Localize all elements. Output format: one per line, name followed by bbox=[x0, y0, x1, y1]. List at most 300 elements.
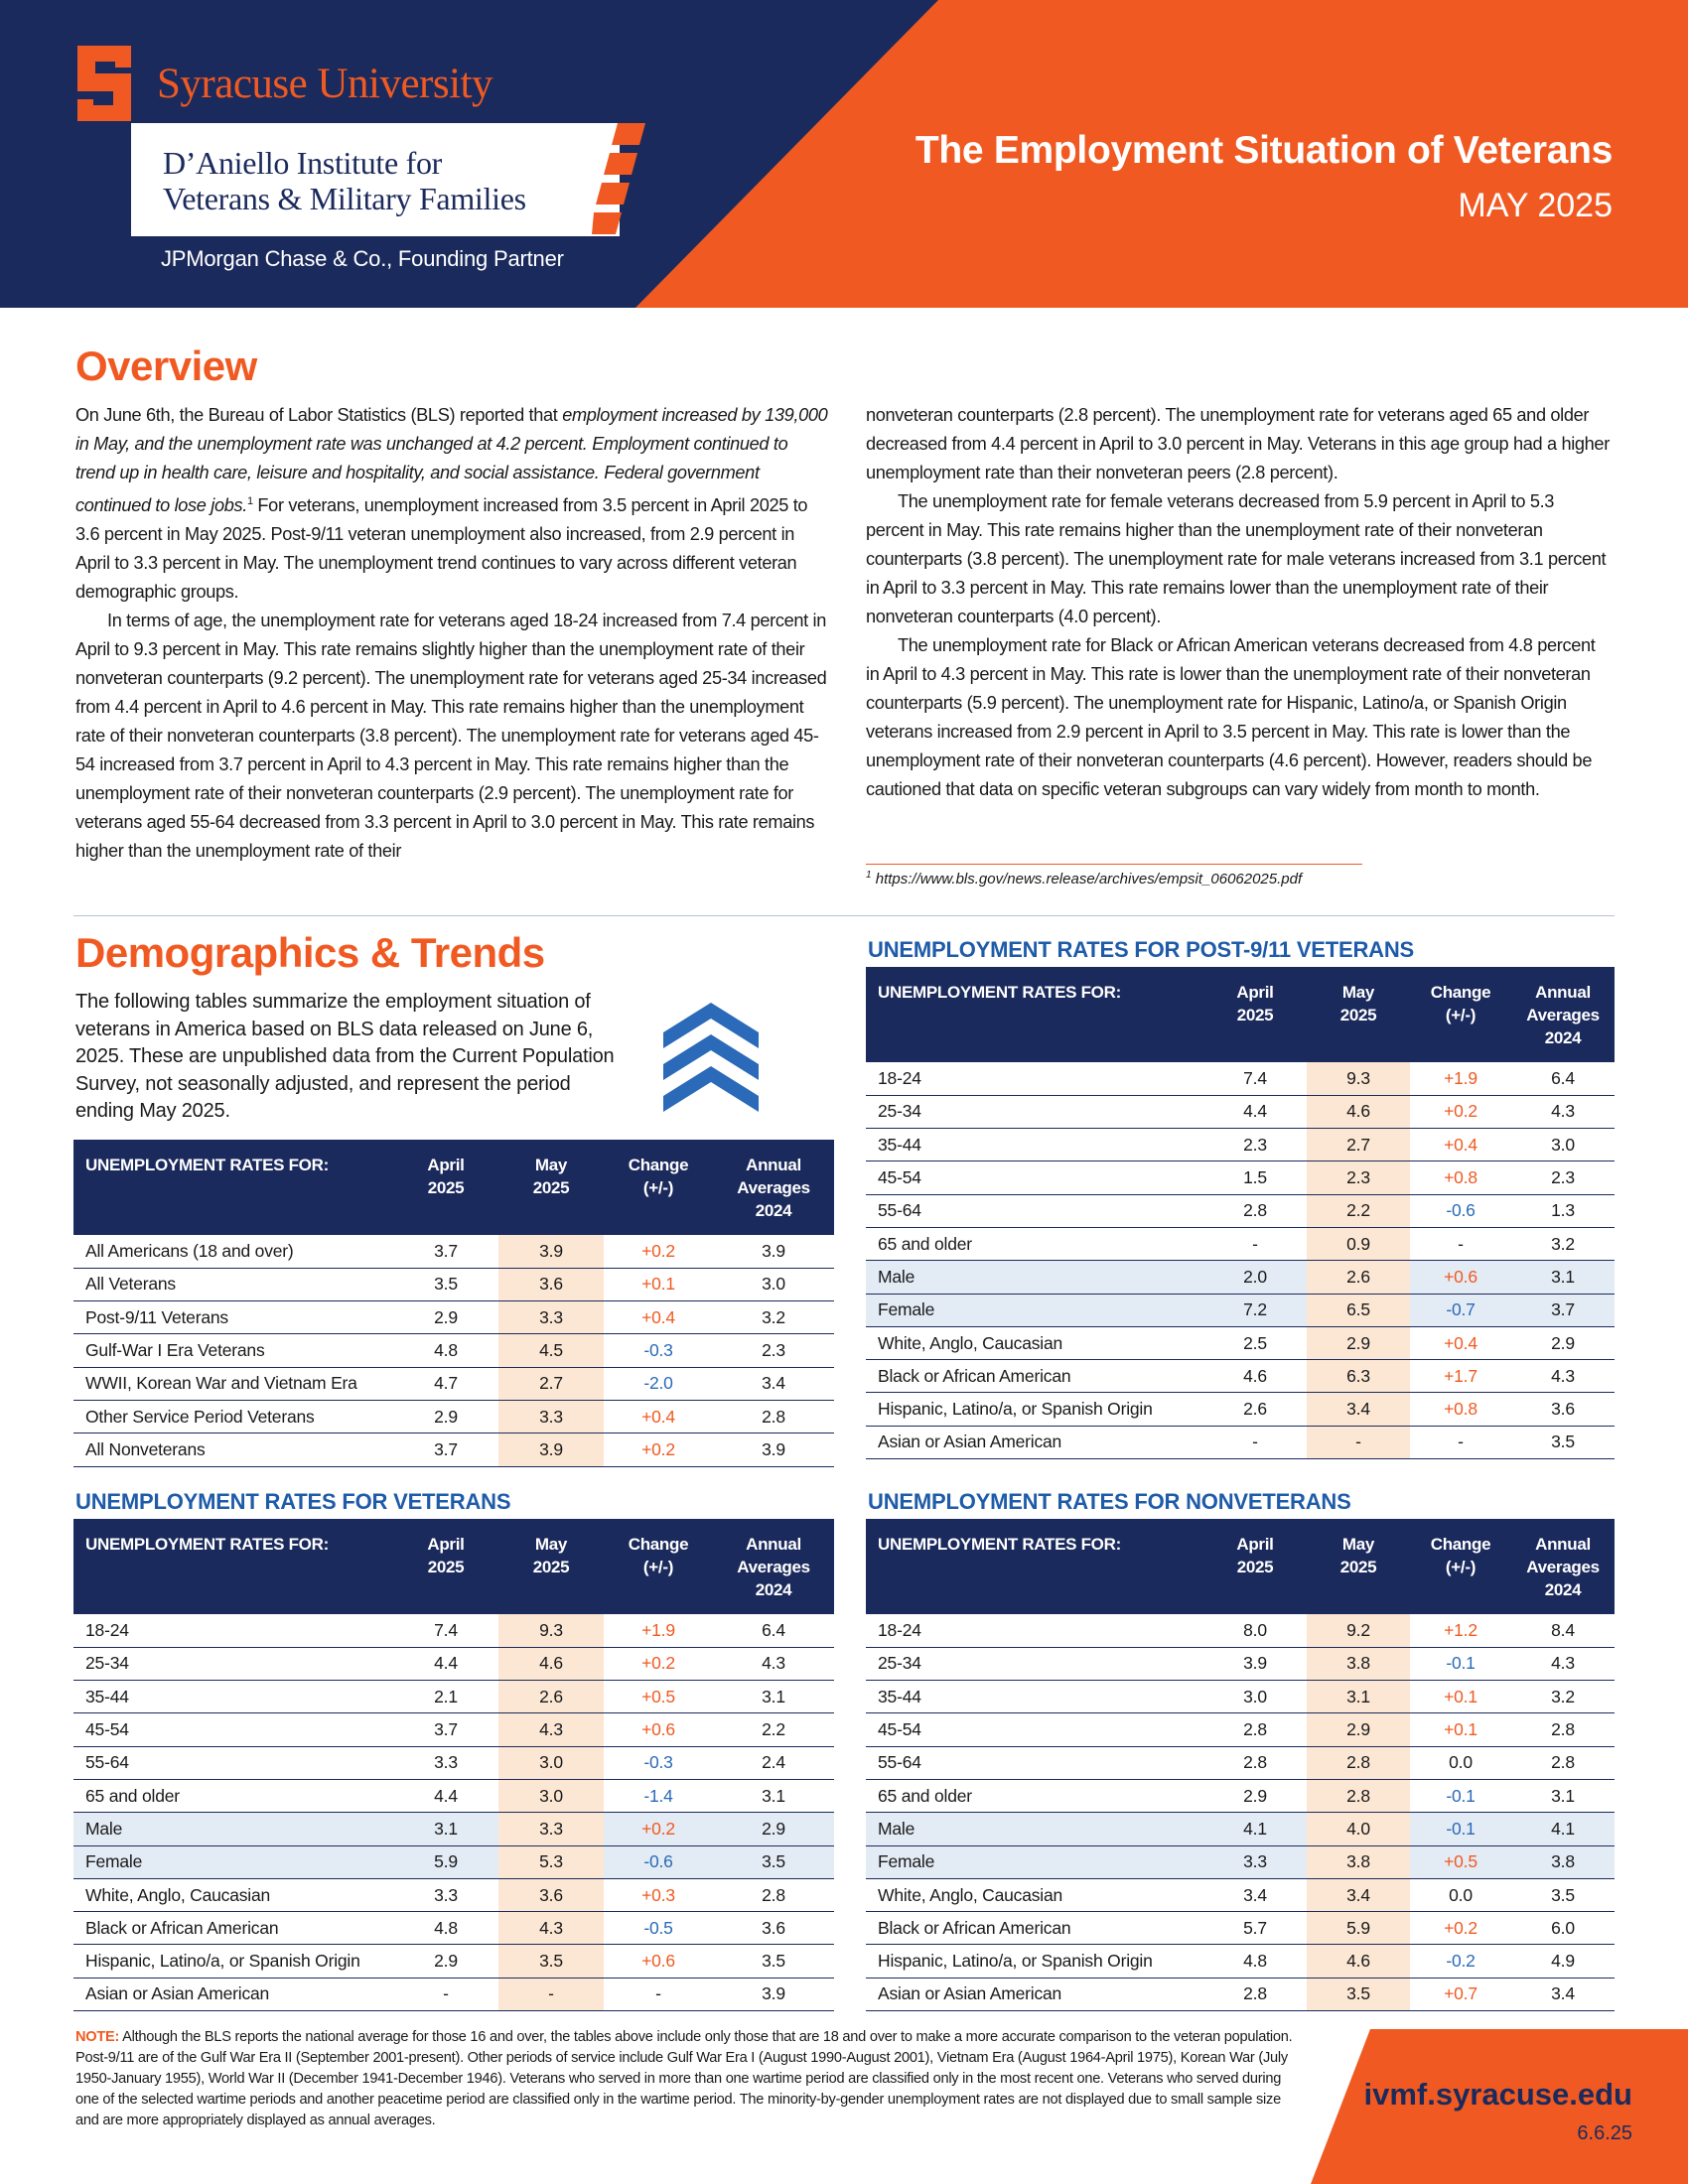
table-row bbox=[866, 1261, 1615, 1294]
cell-change: +0.8 bbox=[1410, 1161, 1511, 1194]
cell-annual: 3.1 bbox=[713, 1779, 834, 1812]
cell-may: 0.9 bbox=[1307, 1227, 1410, 1260]
cell-april: 4.8 bbox=[1203, 1945, 1307, 1978]
header-april: April 2025 bbox=[1203, 967, 1307, 1062]
cell-may: 2.7 bbox=[498, 1367, 604, 1400]
cell-may: 3.4 bbox=[1307, 1878, 1410, 1911]
cell-may: 6.5 bbox=[1307, 1294, 1410, 1326]
table-row bbox=[73, 1433, 834, 1466]
footnote-rule bbox=[866, 864, 1362, 865]
cell-annual: 3.6 bbox=[1511, 1393, 1615, 1426]
table-row bbox=[73, 1878, 834, 1911]
overview-paragraph-2-cont: nonveteran counterparts (2.8 percent). The unemployment rate for veterans aged 65 and older decreased from 4.4 percent in April to 3.0 percent in May. Veterans in this age group had a higher unemployment rate than their nonveteran peers (2.8 percent). bbox=[866, 405, 1610, 482]
cell-april: 3.9 bbox=[1203, 1647, 1307, 1680]
header-may: May 2025 bbox=[1307, 967, 1410, 1062]
cell-april: 2.8 bbox=[1203, 1194, 1307, 1227]
row-label: 55-64 bbox=[866, 1746, 1203, 1779]
header-change: Change (+/-) bbox=[1410, 1519, 1511, 1614]
row-label: 25-34 bbox=[866, 1647, 1203, 1680]
syracuse-s-logo-icon bbox=[71, 44, 137, 123]
cell-annual: 3.1 bbox=[1511, 1779, 1615, 1812]
cell-april: 3.7 bbox=[393, 1713, 498, 1746]
table-row bbox=[73, 1813, 834, 1845]
overview-title: Overview bbox=[75, 342, 257, 389]
table-row bbox=[866, 1845, 1615, 1878]
cell-april: 3.3 bbox=[393, 1746, 498, 1779]
cell-may: 3.3 bbox=[498, 1400, 604, 1433]
cell-annual: 3.6 bbox=[713, 1912, 834, 1945]
table-post911-veterans bbox=[866, 967, 1615, 1459]
cell-change: - bbox=[604, 1978, 713, 2010]
cell-annual: 1.3 bbox=[1511, 1194, 1615, 1227]
header-april: April 2025 bbox=[393, 1140, 498, 1235]
row-label: 35-44 bbox=[73, 1681, 393, 1713]
table-row bbox=[866, 1294, 1615, 1326]
table-row bbox=[866, 1393, 1615, 1426]
cell-april: 4.4 bbox=[1203, 1095, 1307, 1128]
row-label: 45-54 bbox=[73, 1713, 393, 1746]
cell-may: 3.4 bbox=[1307, 1393, 1410, 1426]
cell-may: 2.2 bbox=[1307, 1194, 1410, 1227]
footer-date: 6.6.25 bbox=[1577, 2122, 1632, 2144]
cell-may: 2.6 bbox=[1307, 1261, 1410, 1294]
row-label: Asian or Asian American bbox=[73, 1978, 393, 2010]
cell-april: 2.8 bbox=[1203, 1713, 1307, 1746]
nonveterans-table-title: UNEMPLOYMENT RATES FOR NONVETERANS bbox=[868, 1489, 1351, 1514]
cell-change: -0.2 bbox=[1410, 1945, 1511, 1978]
cell-may: 6.3 bbox=[1307, 1360, 1410, 1393]
cell-may: 3.0 bbox=[498, 1746, 604, 1779]
chevron-up-icon bbox=[663, 997, 759, 1116]
row-label: 18-24 bbox=[866, 1062, 1203, 1095]
cell-change: -0.1 bbox=[1410, 1647, 1511, 1680]
cell-annual: 6.4 bbox=[713, 1614, 834, 1647]
cell-change: +0.5 bbox=[1410, 1845, 1511, 1878]
row-label: 65 and older bbox=[866, 1779, 1203, 1812]
table-row bbox=[73, 1400, 834, 1433]
table-row bbox=[73, 1681, 834, 1713]
institute-line-1: D’Aniello Institute for bbox=[163, 145, 443, 181]
cell-april: 2.8 bbox=[1203, 1978, 1307, 2010]
cell-change: +0.2 bbox=[604, 1647, 713, 1680]
row-label: Black or African American bbox=[73, 1912, 393, 1945]
row-label: 45-54 bbox=[866, 1713, 1203, 1746]
cell-april: 3.7 bbox=[393, 1433, 498, 1466]
table-row bbox=[866, 1129, 1615, 1161]
cell-annual: 3.4 bbox=[1511, 1978, 1615, 2010]
cell-change: -0.5 bbox=[604, 1912, 713, 1945]
row-label: 55-64 bbox=[73, 1746, 393, 1779]
cell-annual: 2.9 bbox=[1511, 1326, 1615, 1359]
cell-april: 7.4 bbox=[393, 1614, 498, 1647]
cell-change: -0.1 bbox=[1410, 1779, 1511, 1812]
overview-column-right bbox=[866, 401, 1613, 804]
cell-change: 0.0 bbox=[1410, 1746, 1511, 1779]
cell-april: 2.1 bbox=[393, 1681, 498, 1713]
cell-april: 5.9 bbox=[393, 1845, 498, 1878]
cell-may: 4.5 bbox=[498, 1334, 604, 1367]
table-overall-unemployment bbox=[73, 1140, 834, 1467]
table-row bbox=[73, 1301, 834, 1334]
cell-annual: 2.4 bbox=[713, 1746, 834, 1779]
cell-may: 4.3 bbox=[498, 1713, 604, 1746]
row-label: Other Service Period Veterans bbox=[73, 1400, 393, 1433]
cell-april: 8.0 bbox=[1203, 1614, 1307, 1647]
header-change: Change (+/-) bbox=[604, 1140, 713, 1235]
cell-annual: 6.0 bbox=[1511, 1912, 1615, 1945]
cell-annual: 4.3 bbox=[713, 1647, 834, 1680]
cell-may: 2.9 bbox=[1307, 1326, 1410, 1359]
overview-column-left bbox=[75, 401, 828, 866]
cell-change: +0.7 bbox=[1410, 1978, 1511, 2010]
cell-april: - bbox=[1203, 1426, 1307, 1458]
section-divider bbox=[73, 915, 1615, 916]
cell-annual: 2.2 bbox=[713, 1713, 834, 1746]
cell-april: 2.6 bbox=[1203, 1393, 1307, 1426]
cell-may: 3.3 bbox=[498, 1813, 604, 1845]
cell-may: 4.6 bbox=[1307, 1095, 1410, 1128]
cell-may: 3.1 bbox=[1307, 1681, 1410, 1713]
cell-change: +0.2 bbox=[1410, 1095, 1511, 1128]
cell-annual: 3.5 bbox=[713, 1945, 834, 1978]
cell-may: 9.2 bbox=[1307, 1614, 1410, 1647]
cell-change: +0.4 bbox=[604, 1400, 713, 1433]
cell-annual: 2.8 bbox=[1511, 1713, 1615, 1746]
row-label: WWII, Korean War and Vietnam Era bbox=[73, 1367, 393, 1400]
table-header-row bbox=[73, 1519, 834, 1614]
table-row bbox=[866, 1095, 1615, 1128]
row-label: Black or African American bbox=[866, 1360, 1203, 1393]
row-label: Hispanic, Latino/a, or Spanish Origin bbox=[866, 1393, 1203, 1426]
cell-april: 2.9 bbox=[1203, 1779, 1307, 1812]
table-row bbox=[866, 1062, 1615, 1095]
cell-april: 3.3 bbox=[393, 1878, 498, 1911]
cell-annual: 3.5 bbox=[1511, 1878, 1615, 1911]
cell-change: +0.2 bbox=[604, 1235, 713, 1268]
row-label: Male bbox=[866, 1813, 1203, 1845]
header-change: Change (+/-) bbox=[1410, 967, 1511, 1062]
table-row bbox=[73, 1268, 834, 1300]
table-row bbox=[73, 1235, 834, 1268]
cell-annual: 3.8 bbox=[1511, 1845, 1615, 1878]
cell-change: +1.9 bbox=[604, 1614, 713, 1647]
cell-may: 3.6 bbox=[498, 1878, 604, 1911]
header-label: UNEMPLOYMENT RATES FOR: bbox=[73, 1519, 393, 1614]
table-nonveterans bbox=[866, 1519, 1615, 2011]
row-label: All Nonveterans bbox=[73, 1433, 393, 1466]
cell-may: 4.6 bbox=[498, 1647, 604, 1680]
row-label: Post-9/11 Veterans bbox=[73, 1301, 393, 1334]
cell-april: 3.7 bbox=[393, 1235, 498, 1268]
cell-may: 3.5 bbox=[1307, 1978, 1410, 2010]
row-label: Asian or Asian American bbox=[866, 1978, 1203, 2010]
cell-annual: 8.4 bbox=[1511, 1614, 1615, 1647]
row-label: Asian or Asian American bbox=[866, 1426, 1203, 1458]
cell-change: +0.6 bbox=[1410, 1261, 1511, 1294]
cell-april: 2.8 bbox=[1203, 1746, 1307, 1779]
cell-april: 2.5 bbox=[1203, 1326, 1307, 1359]
table-row bbox=[73, 1912, 834, 1945]
cell-change: - bbox=[1410, 1227, 1511, 1260]
cell-annual: 3.9 bbox=[713, 1978, 834, 2010]
table-row bbox=[73, 1614, 834, 1647]
row-label: White, Anglo, Caucasian bbox=[866, 1878, 1203, 1911]
cell-april: 4.1 bbox=[1203, 1813, 1307, 1845]
cell-annual: 3.2 bbox=[1511, 1227, 1615, 1260]
table-row bbox=[73, 1746, 834, 1779]
cell-annual: 6.4 bbox=[1511, 1062, 1615, 1095]
cell-april: 3.4 bbox=[1203, 1878, 1307, 1911]
table-row bbox=[866, 1978, 1615, 2010]
row-label: 45-54 bbox=[866, 1161, 1203, 1194]
table-row bbox=[866, 1426, 1615, 1458]
cell-april: 1.5 bbox=[1203, 1161, 1307, 1194]
cell-change: -1.4 bbox=[604, 1779, 713, 1812]
footer-url-link[interactable]: ivmf.syracuse.edu bbox=[1363, 2077, 1632, 2112]
header-annual: Annual Averages 2024 bbox=[1511, 967, 1615, 1062]
row-label: 65 and older bbox=[866, 1227, 1203, 1260]
row-label: Gulf-War I Era Veterans bbox=[73, 1334, 393, 1367]
row-label: Male bbox=[866, 1261, 1203, 1294]
cell-annual: 3.2 bbox=[713, 1301, 834, 1334]
cell-annual: 2.8 bbox=[1511, 1746, 1615, 1779]
cell-may: 2.3 bbox=[1307, 1161, 1410, 1194]
cell-annual: 4.1 bbox=[1511, 1813, 1615, 1845]
table-row bbox=[866, 1945, 1615, 1978]
cell-annual: 4.3 bbox=[1511, 1647, 1615, 1680]
cell-change: - bbox=[1410, 1426, 1511, 1458]
cell-change: +1.2 bbox=[1410, 1614, 1511, 1647]
cell-change: +0.6 bbox=[604, 1713, 713, 1746]
cell-change: +0.5 bbox=[604, 1681, 713, 1713]
table-row bbox=[866, 1326, 1615, 1359]
cell-april: 3.3 bbox=[1203, 1845, 1307, 1878]
cell-annual: 3.0 bbox=[713, 1268, 834, 1300]
cell-may: 2.7 bbox=[1307, 1129, 1410, 1161]
row-label: 35-44 bbox=[866, 1681, 1203, 1713]
table-row bbox=[866, 1813, 1615, 1845]
cell-annual: 4.3 bbox=[1511, 1095, 1615, 1128]
header-label: UNEMPLOYMENT RATES FOR: bbox=[866, 967, 1203, 1062]
cell-may: 3.8 bbox=[1307, 1845, 1410, 1878]
cell-april: 2.9 bbox=[393, 1945, 498, 1978]
cell-april: 4.6 bbox=[1203, 1360, 1307, 1393]
cell-may: 3.6 bbox=[498, 1268, 604, 1300]
cell-change: +0.1 bbox=[1410, 1681, 1511, 1713]
cell-annual: 2.8 bbox=[713, 1400, 834, 1433]
cell-may: 3.8 bbox=[1307, 1647, 1410, 1680]
p1-body: For veterans, unemployment increased from 3.5 percent in April 2025 to 3.6 percent in May 2025. Post-9/11 veteran unemployment also increased, from 2.9 percent in April to 3.3 percent in May. The unemployment trend continues to vary across different veteran demographic groups. bbox=[75, 495, 808, 603]
overview-paragraph-1 bbox=[75, 401, 828, 607]
header-may: May 2025 bbox=[1307, 1519, 1410, 1614]
table-row bbox=[866, 1227, 1615, 1260]
table-row bbox=[73, 1367, 834, 1400]
table-row bbox=[73, 1845, 834, 1878]
cell-may: 2.6 bbox=[498, 1681, 604, 1713]
table-header-row bbox=[866, 1519, 1615, 1614]
cell-april: 5.7 bbox=[1203, 1912, 1307, 1945]
table-row bbox=[73, 1713, 834, 1746]
demographics-title: Demographics & Trends bbox=[75, 929, 545, 976]
cell-may: - bbox=[1307, 1426, 1410, 1458]
header-may: May 2025 bbox=[498, 1140, 604, 1235]
cell-annual: 3.9 bbox=[713, 1235, 834, 1268]
row-label: Female bbox=[866, 1845, 1203, 1878]
overview-paragraph-4: The unemployment rate for Black or African American veterans decreased from 4.8 percent in April to 4.3 percent in May. This rate is lower than the unemployment rate of their nonveteran counterparts (5.9 percent). The unemployment rate for Hispanic, Latino/a, or Spanish Origin veterans increased from 2.9 percent in April to 3.5 percent in May. This rate is lower than the unemployment rate of their nonveteran counterparts (4.6 percent). However, readers should be cautioned that data on specific veteran subgroups can vary widely from month to month. bbox=[866, 635, 1596, 799]
table-row bbox=[866, 1647, 1615, 1680]
table-header-row bbox=[73, 1140, 834, 1235]
cell-annual: 3.5 bbox=[713, 1845, 834, 1878]
header-annual: Annual Averages 2024 bbox=[1511, 1519, 1615, 1614]
cell-may: 4.6 bbox=[1307, 1945, 1410, 1978]
row-label: Hispanic, Latino/a, or Spanish Origin bbox=[866, 1945, 1203, 1978]
cell-may: 4.0 bbox=[1307, 1813, 1410, 1845]
table-row bbox=[866, 1878, 1615, 1911]
table-row bbox=[866, 1713, 1615, 1746]
cell-april: 3.5 bbox=[393, 1268, 498, 1300]
cell-change: +0.3 bbox=[604, 1878, 713, 1911]
row-label: 55-64 bbox=[866, 1194, 1203, 1227]
footnote-number: 1 bbox=[866, 870, 872, 881]
cell-annual: 3.5 bbox=[1511, 1426, 1615, 1458]
cell-change: +0.4 bbox=[1410, 1129, 1511, 1161]
cell-change: +0.1 bbox=[1410, 1713, 1511, 1746]
cell-change: +0.4 bbox=[1410, 1326, 1511, 1359]
table-row bbox=[73, 1647, 834, 1680]
cell-change: +1.7 bbox=[1410, 1360, 1511, 1393]
cell-may: 2.8 bbox=[1307, 1746, 1410, 1779]
cell-change: -2.0 bbox=[604, 1367, 713, 1400]
cell-may: 9.3 bbox=[498, 1614, 604, 1647]
header-april: April 2025 bbox=[1203, 1519, 1307, 1614]
cell-annual: 3.2 bbox=[1511, 1681, 1615, 1713]
cell-april: 4.4 bbox=[393, 1779, 498, 1812]
cell-change: +0.4 bbox=[604, 1301, 713, 1334]
footnote-link[interactable]: https://www.bls.gov/news.release/archives/empsit_06062025.pdf bbox=[875, 871, 1303, 887]
table-row bbox=[866, 1614, 1615, 1647]
report-title: The Employment Situation of Veterans bbox=[914, 129, 1613, 172]
cell-change: +0.1 bbox=[604, 1268, 713, 1300]
header-may: May 2025 bbox=[498, 1519, 604, 1614]
note-text: Although the BLS reports the national average for those 16 and over, the tables above include only those that are 18 and over to make a more accurate comparison to the veteran population. Post-9/11 are of the Gulf War Era II (September 2001-present). Other periods of service include Gulf War Era I (August 1990-August 2001), Vietnam Era (August 1964-April 1975), Korean War (July 1950-January 1955), World War II (December 1941-December 1946). Veterans who served in more than one wartime period are classified only in the most recent one. Veterans who served during one of the selected wartime periods and another peacetime period are classified only in the wartime period. The minority-by-gender unemployment rates are not displayed due to small sample size and are more appropriately displayed as annual averages. bbox=[75, 2029, 1293, 2128]
cell-annual: 3.0 bbox=[1511, 1129, 1615, 1161]
row-label: Female bbox=[866, 1294, 1203, 1326]
cell-annual: 2.9 bbox=[713, 1813, 834, 1845]
cell-may: 5.3 bbox=[498, 1845, 604, 1878]
row-label: All Veterans bbox=[73, 1268, 393, 1300]
row-label: 25-34 bbox=[73, 1647, 393, 1680]
cell-annual: 4.3 bbox=[1511, 1360, 1615, 1393]
row-label: 25-34 bbox=[866, 1095, 1203, 1128]
row-label: All Americans (18 and over) bbox=[73, 1235, 393, 1268]
cell-may: 4.3 bbox=[498, 1912, 604, 1945]
cell-april: 4.7 bbox=[393, 1367, 498, 1400]
cell-annual: 4.9 bbox=[1511, 1945, 1615, 1978]
row-label: 35-44 bbox=[866, 1129, 1203, 1161]
cell-annual: 3.1 bbox=[713, 1681, 834, 1713]
row-label: 18-24 bbox=[73, 1614, 393, 1647]
table-row bbox=[73, 1779, 834, 1812]
table-row bbox=[866, 1779, 1615, 1812]
post911-table-title: UNEMPLOYMENT RATES FOR POST-9/11 VETERANS bbox=[868, 937, 1415, 962]
table-row bbox=[866, 1746, 1615, 1779]
header-label: UNEMPLOYMENT RATES FOR: bbox=[866, 1519, 1203, 1614]
cell-change: -0.3 bbox=[604, 1334, 713, 1367]
note-label: NOTE: bbox=[75, 2029, 120, 2045]
header-label: UNEMPLOYMENT RATES FOR: bbox=[73, 1140, 393, 1235]
cell-april: - bbox=[393, 1978, 498, 2010]
cell-annual: 2.8 bbox=[713, 1878, 834, 1911]
cell-april: 2.3 bbox=[1203, 1129, 1307, 1161]
cell-april: 4.8 bbox=[393, 1334, 498, 1367]
cell-may: 3.9 bbox=[498, 1235, 604, 1268]
table-row bbox=[866, 1681, 1615, 1713]
cell-april: - bbox=[1203, 1227, 1307, 1260]
cell-change: -0.3 bbox=[604, 1746, 713, 1779]
cell-change: 0.0 bbox=[1410, 1878, 1511, 1911]
cell-change: -0.6 bbox=[1410, 1194, 1511, 1227]
cell-april: 3.0 bbox=[1203, 1681, 1307, 1713]
cell-change: +0.2 bbox=[1410, 1912, 1511, 1945]
header-change: Change (+/-) bbox=[604, 1519, 713, 1614]
row-label: Hispanic, Latino/a, or Spanish Origin bbox=[73, 1945, 393, 1978]
cell-annual: 3.1 bbox=[1511, 1261, 1615, 1294]
footnote bbox=[866, 870, 1302, 887]
cell-change: -0.6 bbox=[604, 1845, 713, 1878]
cell-april: 2.9 bbox=[393, 1400, 498, 1433]
cell-may: 2.8 bbox=[1307, 1779, 1410, 1812]
cell-annual: 2.3 bbox=[1511, 1161, 1615, 1194]
row-label: 18-24 bbox=[866, 1614, 1203, 1647]
cell-change: -0.1 bbox=[1410, 1813, 1511, 1845]
cell-may: 9.3 bbox=[1307, 1062, 1410, 1095]
institute-name-box bbox=[131, 123, 620, 236]
cell-change: +0.8 bbox=[1410, 1393, 1511, 1426]
overview-paragraph-3: The unemployment rate for female veterans decreased from 5.9 percent in April to 5.3 percent in May. This rate remains higher than the unemployment rate of their nonveteran counterparts (3.8 percent). The unemployment rate for male veterans increased from 3.1 percent in April to 3.3 percent in May. This rate remains lower than the unemployment rate of their nonveteran counterparts (4.0 percent). bbox=[866, 491, 1607, 626]
cell-change: +0.6 bbox=[604, 1945, 713, 1978]
cell-may: 3.0 bbox=[498, 1779, 604, 1812]
row-label: White, Anglo, Caucasian bbox=[73, 1878, 393, 1911]
cell-may: 2.9 bbox=[1307, 1713, 1410, 1746]
cell-annual: 3.7 bbox=[1511, 1294, 1615, 1326]
overview-paragraph-2: In terms of age, the unemployment rate for veterans aged 18-24 increased from 7.4 percent in April to 9.3 percent in May. This rate remains slightly higher than the unemployment rate of their nonveteran counterparts (9.2 percent). The unemployment rate for veterans aged 25-34 increased from 4.4 percent in April to 4.6 percent in May. This rate remains higher than the unemployment rate of their nonveteran counterparts (3.8 percent). The unemployment rate for veterans aged 45-54 increased from 3.7 percent in April to 4.3 percent in May. This rate remains higher than the unemployment rate of their nonveteran counterparts (2.9 percent). The unemployment rate for veterans aged 55-64 decreased from 3.3 percent in April to 3.0 percent in May. This rate remains higher than the unemployment rate of their bbox=[75, 611, 827, 862]
table-row bbox=[73, 1978, 834, 2010]
report-date: MAY 2025 bbox=[1458, 187, 1613, 224]
table-row bbox=[866, 1912, 1615, 1945]
footnote-marker: 1 bbox=[246, 495, 253, 507]
header-banner bbox=[0, 0, 1688, 308]
table-row bbox=[866, 1360, 1615, 1393]
demographics-intro: The following tables summarize the employment situation of veterans in America based on BLS data released on June 6, 2025. These are unpublished data from the Current Population Survey, not seasonally adjusted, and represent the period ending May 2025. bbox=[75, 991, 615, 1122]
header-annual: Annual Averages 2024 bbox=[713, 1140, 834, 1235]
cell-may: 3.5 bbox=[498, 1945, 604, 1978]
row-label: Female bbox=[73, 1845, 393, 1878]
header-april: April 2025 bbox=[393, 1519, 498, 1614]
cell-change: +0.2 bbox=[604, 1813, 713, 1845]
p1-quote: employment increased by 139,000 in May, and the unemployment rate was unchanged at 4.2 percent. Employment continued to trend up in health care, leisure and hospitality, and social assistance. Federal government continued to lose jobs. bbox=[75, 405, 828, 516]
cell-change: -0.7 bbox=[1410, 1294, 1511, 1326]
cell-change: +0.2 bbox=[604, 1433, 713, 1466]
cell-change: +1.9 bbox=[1410, 1062, 1511, 1095]
stripes-emblem-icon bbox=[592, 123, 645, 236]
cell-annual: 3.9 bbox=[713, 1433, 834, 1466]
row-label: Male bbox=[73, 1813, 393, 1845]
row-label: Black or African American bbox=[866, 1912, 1203, 1945]
table-veterans bbox=[73, 1519, 834, 2011]
header-annual: Annual Averages 2024 bbox=[713, 1519, 834, 1614]
cell-may: 3.3 bbox=[498, 1301, 604, 1334]
cell-annual: 2.3 bbox=[713, 1334, 834, 1367]
